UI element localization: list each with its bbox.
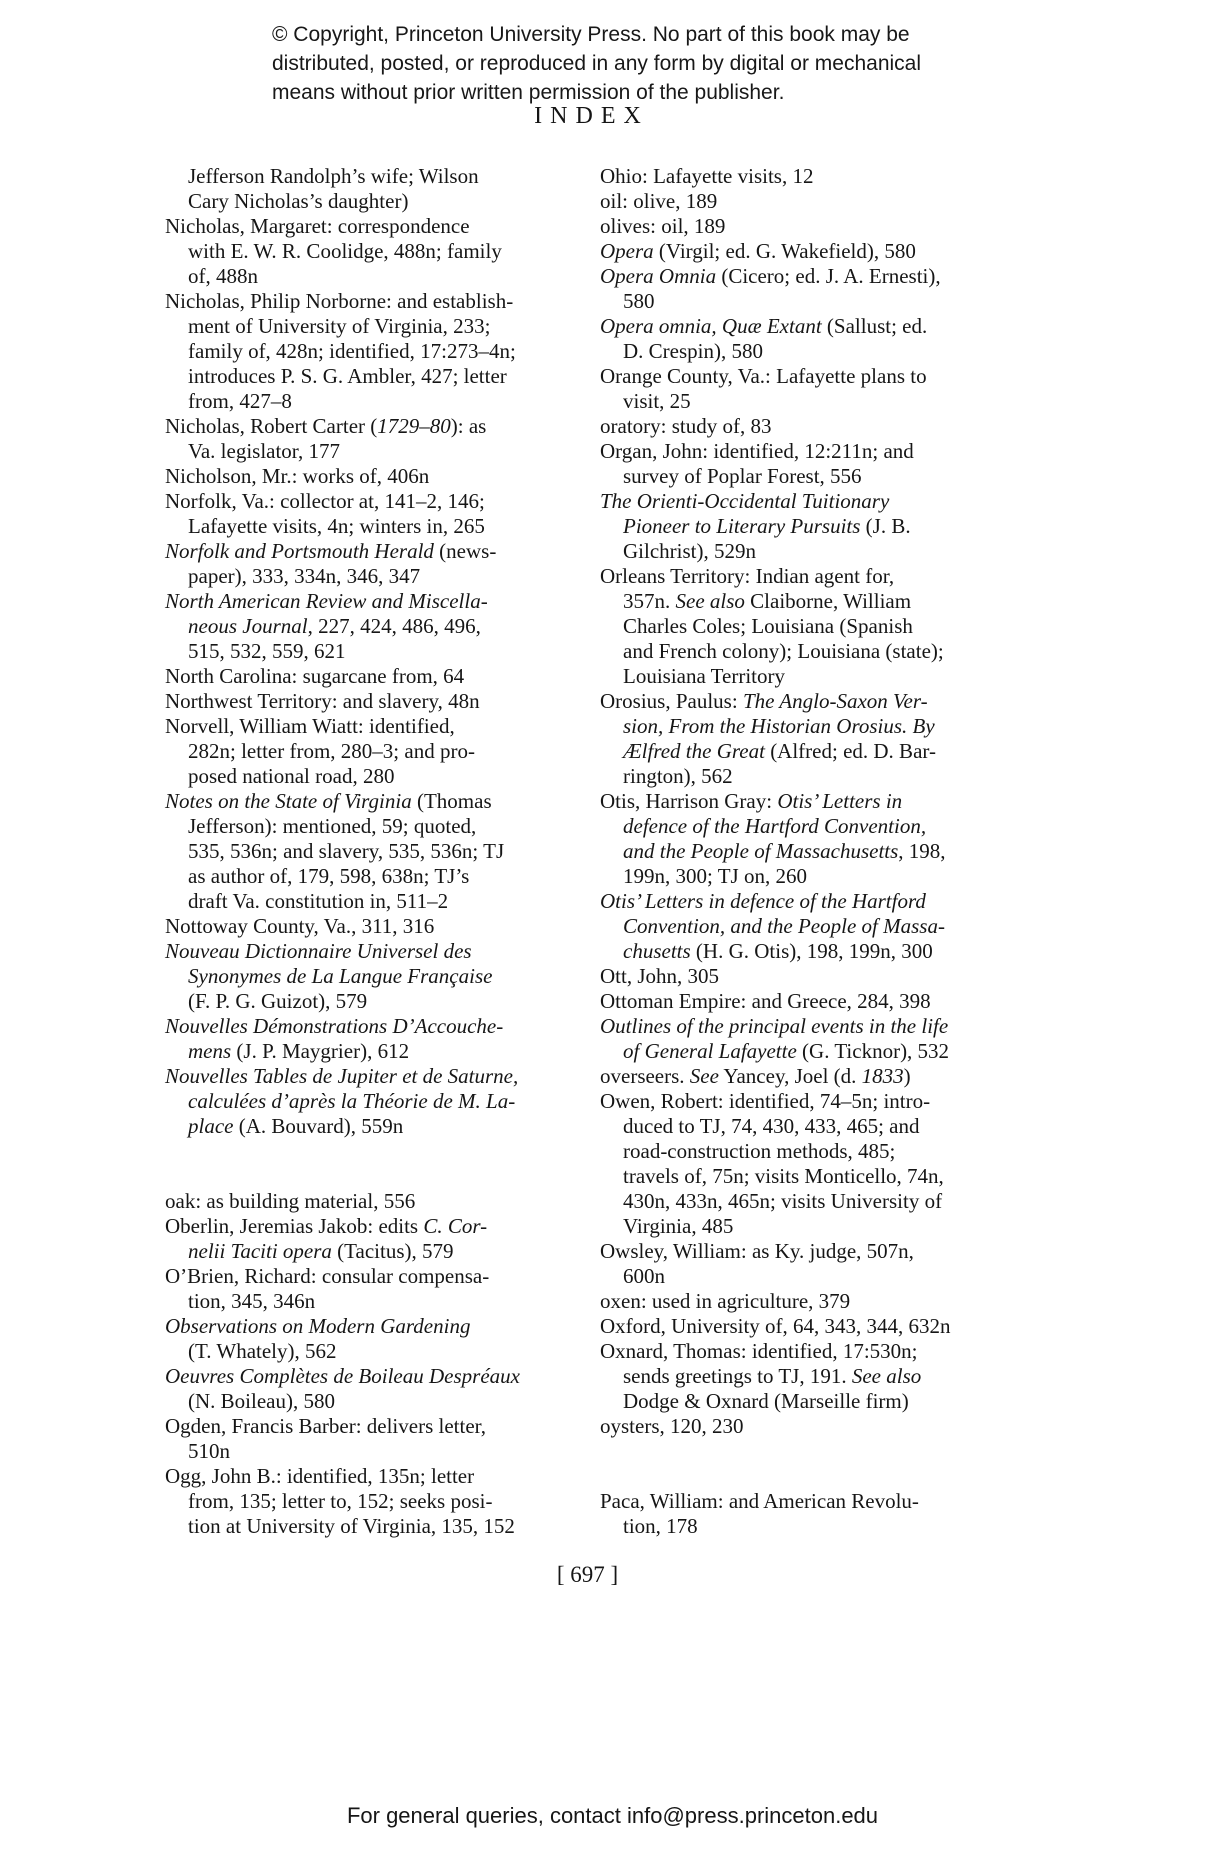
index-entry [165, 714, 590, 789]
index-entry-line: and French colony); Louisiana (state); [623, 639, 944, 663]
index-entry-line: Nicholas, Margaret: correspondence [165, 214, 470, 238]
index-entry-line: as author of, 179, 598, 638n; TJ’s [188, 864, 470, 888]
index-entry-line: and the People of Massachusetts, 198, [623, 839, 946, 863]
index-entry-line: Organ, John: identified, 12:211n; and [600, 439, 914, 463]
index-entry-line: Orosius, Paulus: The Anglo-Saxon Ver- [600, 689, 928, 713]
index-entry-line: Opera (Virgil; ed. G. Wakefield), 580 [600, 239, 916, 263]
index-entry-line: Oxnard, Thomas: identified, 17:530n; [600, 1339, 918, 1363]
index-entry [165, 1189, 590, 1214]
index-entry-line: Nicholas, Robert Carter (1729–80): as [165, 414, 487, 438]
index-entry [165, 689, 590, 714]
copyright-line: distributed, posted, or reproduced in any form by digital or mechanical [272, 52, 922, 75]
index-entry-line: Opera Omnia (Cicero; ed. J. A. Ernesti), [600, 264, 941, 288]
index-entry [600, 214, 1025, 239]
index-entry-line: Oberlin, Jeremias Jakob: edits C. Cor- [165, 1214, 488, 1238]
copyright-line: © Copyright, Princeton University Press. No part of this book may be [272, 23, 910, 46]
index-entry [600, 314, 1025, 364]
index-entry-line: 535, 536n; and slavery, 535, 536n; TJ [188, 839, 505, 863]
index-entry-line: of General Lafayette (G. Ticknor), 532 [623, 1039, 950, 1063]
index-entry [600, 1489, 1025, 1539]
index-entry-line: defence of the Hartford Convention, [623, 814, 927, 838]
index-entry [600, 964, 1025, 989]
index-entry-line: duced to TJ, 74, 430, 433, 465; and [623, 1114, 920, 1138]
index-entry-line: Paca, William: and American Revolu- [600, 1489, 919, 1513]
index-entry-line: tion, 345, 346n [188, 1289, 316, 1313]
index-entry [600, 239, 1025, 264]
index-entry-line: draft Va. constitution in, 511–2 [188, 889, 449, 913]
index-entry [600, 1414, 1025, 1439]
index-entry-line: Gilchrist), 529n [623, 539, 756, 563]
index-entry-line: Otis, Harrison Gray: Otis’ Letters in [600, 789, 903, 813]
index-entry-line: Ohio: Lafayette visits, 12 [600, 164, 814, 188]
index-entry-line: travels of, 75n; visits Monticello, 74n, [623, 1164, 944, 1188]
index-entry-line: Orange County, Va.: Lafayette plans to [600, 364, 927, 388]
index-entry-line: (F. P. G. Guizot), 579 [188, 989, 368, 1013]
index-entry-line: tion at University of Virginia, 135, 152 [188, 1514, 515, 1538]
index-entry-line: Norfolk, Va.: collector at, 141–2, 146; [165, 489, 485, 513]
index-entry-line: Ottoman Empire: and Greece, 284, 398 [600, 989, 931, 1013]
index-entry [165, 1014, 590, 1064]
index-column-left [165, 164, 590, 1539]
index-entry-line: Nouvelles Tables de Jupiter et de Saturne, [165, 1064, 519, 1088]
index-entry [600, 1314, 1025, 1339]
index-entry [165, 1264, 590, 1314]
index-entry [600, 364, 1025, 414]
index-entry-line: neous Journal, 227, 424, 486, 496, [188, 614, 481, 638]
index-entry-line: from, 135; letter to, 152; seeks posi- [188, 1489, 493, 1513]
copyright-line: means without prior written permission of the publisher. [272, 81, 785, 104]
index-entry-line: Norfolk and Portsmouth Herald (news- [165, 539, 497, 563]
index-entry-line: Northwest Territory: and slavery, 48n [165, 689, 480, 713]
index-entry-line: nelii Taciti opera (Tacitus), 579 [188, 1239, 454, 1263]
index-entry-line: The Orienti-Occidental Tuitionary [600, 489, 890, 513]
index-entry-line: 199n, 300; TJ on, 260 [623, 864, 807, 888]
index-entry [600, 164, 1025, 189]
index-entry-line: Notes on the State of Virginia (Thomas [165, 789, 492, 813]
index-entry-line: Nottoway County, Va., 311, 316 [165, 914, 435, 938]
index-entry [600, 789, 1025, 889]
index-entry [165, 214, 590, 289]
index-entry-line: Charles Coles; Louisiana (Spanish [623, 614, 913, 638]
index-entry-line: overseers. See Yancey, Joel (d. 1833) [600, 1064, 911, 1088]
index-entry-line: Nouveau Dictionnaire Universel des [165, 939, 472, 963]
index-entry [165, 539, 590, 589]
index-entry-line: Synonymes de La Langue Française [188, 964, 493, 988]
index-entry-line: Otis’ Letters in defence of the Hartford [600, 889, 926, 913]
index-entry [165, 1464, 590, 1539]
copyright-notice [272, 20, 921, 107]
index-entry-line: Va. legislator, 177 [188, 439, 340, 463]
index-entry-line: Virginia, 485 [623, 1214, 734, 1238]
index-entry-line: chusetts (H. G. Otis), 198, 199n, 300 [623, 939, 933, 963]
index-entry-line: Norvell, William Wiatt: identified, [165, 714, 455, 738]
index-entry-line: 430n, 433n, 465n; visits University of [623, 1189, 943, 1213]
index-entry [600, 439, 1025, 489]
index-entry-line: Ælfred the Great (Alfred; ed. D. Bar- [623, 739, 936, 763]
index-entry [600, 1014, 1025, 1064]
index-entry-line: Nouvelles Démonstrations D’Accouche- [165, 1014, 504, 1038]
index-entry-line: O’Brien, Richard: consular compensa- [165, 1264, 490, 1288]
index-entry-line: Louisiana Territory [623, 664, 786, 688]
index-entry [600, 564, 1025, 689]
index-entry-line: (N. Boileau), 580 [188, 1389, 335, 1413]
index-entry-line: Ogg, John B.: identified, 135n; letter [165, 1464, 475, 1488]
index-entry [600, 189, 1025, 214]
index-entry [165, 164, 590, 214]
index-entry-line: place (A. Bouvard), 559n [188, 1114, 404, 1138]
index-entry-line: introduces P. S. G. Ambler, 427; letter [188, 364, 507, 388]
index-entry-line: tion, 178 [623, 1514, 698, 1538]
index-entry-line: of, 488n [188, 264, 258, 288]
index-entry-line: Outlines of the principal events in the life [600, 1014, 949, 1038]
index-entry-line: Orleans Territory: Indian agent for, [600, 564, 895, 588]
index-entry-line: sends greetings to TJ, 191. See also [623, 1364, 922, 1388]
index-entry-line: from, 427–8 [188, 389, 292, 413]
index-column-right [600, 164, 1025, 1539]
index-entry [165, 939, 590, 1014]
index-entry-line: oysters, 120, 230 [600, 1414, 744, 1438]
index-entry [600, 1339, 1025, 1414]
index-entry-line: 510n [188, 1439, 230, 1463]
index-entry [600, 689, 1025, 789]
index-entry-line: 580 [623, 289, 655, 313]
index-entry [600, 889, 1025, 964]
index-entry-line: survey of Poplar Forest, 556 [623, 464, 862, 488]
index-entry [165, 914, 590, 939]
footer-contact: For general queries, contact info@press.princeton.edu [346, 1803, 879, 1828]
index-entry-line: 600n [623, 1264, 665, 1288]
index-entry [165, 1214, 590, 1264]
index-entry-line: Owen, Robert: identified, 74–5n; intro- [600, 1089, 931, 1113]
page-number: [ 697 ] [556, 1562, 619, 1587]
page-title: INDEX [534, 103, 649, 129]
index-entry-line: ment of University of Virginia, 233; [188, 314, 491, 338]
index-entry-line: 357n. See also Claiborne, William [623, 589, 912, 613]
index-entry-line: oil: olive, 189 [600, 189, 718, 213]
index-entry [600, 1089, 1025, 1239]
index-entry [600, 1289, 1025, 1314]
index-entry-line: sion, From the Historian Orosius. By [623, 714, 935, 738]
index-entry-line: Oeuvres Complètes de Boileau Despréaux [165, 1364, 520, 1388]
index-entry-line: road-construction methods, 485; [623, 1139, 896, 1163]
index-entry-line: olives: oil, 189 [600, 214, 726, 238]
index-entry-line: Owsley, William: as Ky. judge, 507n, [600, 1239, 914, 1263]
index-entry-line: paper), 333, 334n, 346, 347 [188, 564, 421, 588]
index-entry [165, 789, 590, 914]
index-entry-line: posed national road, 280 [188, 764, 395, 788]
index-entry [600, 1239, 1025, 1289]
index-entry-line: Dodge & Oxnard (Marseille firm) [623, 1389, 909, 1413]
index-entry-line: mens (J. P. Maygrier), 612 [188, 1039, 410, 1063]
index-entry-line: Ogden, Francis Barber: delivers letter, [165, 1414, 487, 1438]
index-entry [165, 1314, 590, 1364]
index-entry-line: Nicholas, Philip Norborne: and establish- [165, 289, 514, 313]
index-entry [600, 414, 1025, 439]
index-entry [600, 1064, 1025, 1089]
index-entry-line: oratory: study of, 83 [600, 414, 772, 438]
index-entry [165, 664, 590, 689]
index-entry-line: with E. W. R. Coolidge, 488n; family [188, 239, 502, 263]
index-entry [600, 989, 1025, 1014]
index-entry-line: 282n; letter from, 280–3; and pro- [188, 739, 475, 763]
index-entry-line: Pioneer to Literary Pursuits (J. B. [623, 514, 911, 538]
index-entry [165, 414, 590, 464]
index-entry [165, 1064, 590, 1139]
index-entry-line: Oxford, University of, 64, 343, 344, 632n [600, 1314, 951, 1338]
index-entry-line: Cary Nicholas’s daughter) [188, 189, 409, 213]
index-entry-line: Nicholson, Mr.: works of, 406n [165, 464, 430, 488]
index-entry [165, 1364, 590, 1414]
index-entry-line: (T. Whately), 562 [188, 1339, 337, 1363]
index-entry-line: D. Crespin), 580 [623, 339, 763, 363]
index-entry-line: North American Review and Miscella- [165, 589, 488, 613]
index-entry-line: Convention, and the People of Massa- [623, 914, 945, 938]
index-entry-line: oak: as building material, 556 [165, 1189, 416, 1213]
index-entry-line: Opera omnia, Quæ Extant (Sallust; ed. [600, 314, 928, 338]
index-entry-line: North Carolina: sugarcane from, 64 [165, 664, 465, 688]
index-entry-line: family of, 428n; identified, 17:273–4n; [188, 339, 516, 363]
index-entry-line: 515, 532, 559, 621 [188, 639, 346, 663]
index-entry-line: Observations on Modern Gardening [165, 1314, 471, 1338]
index-entry [165, 464, 590, 489]
index-entry-line: Jefferson Randolph’s wife; Wilson [188, 164, 479, 188]
index-entry-line: oxen: used in agriculture, 379 [600, 1289, 851, 1313]
index-entry-line: Ott, John, 305 [600, 964, 720, 988]
index-entry-line: calculées d’après la Théorie de M. La- [188, 1089, 516, 1113]
index-entry [165, 589, 590, 664]
index-entry-line: Jefferson): mentioned, 59; quoted, [188, 814, 477, 838]
index-entry [165, 489, 590, 539]
index-entry [600, 264, 1025, 314]
index-entry [600, 489, 1025, 564]
index-entry [165, 289, 590, 414]
index-entry [165, 1414, 590, 1464]
index-entry-line: visit, 25 [623, 389, 691, 413]
index-entry-line: rington), 562 [623, 764, 733, 788]
index-entry-line: Lafayette visits, 4n; winters in, 265 [188, 514, 485, 538]
